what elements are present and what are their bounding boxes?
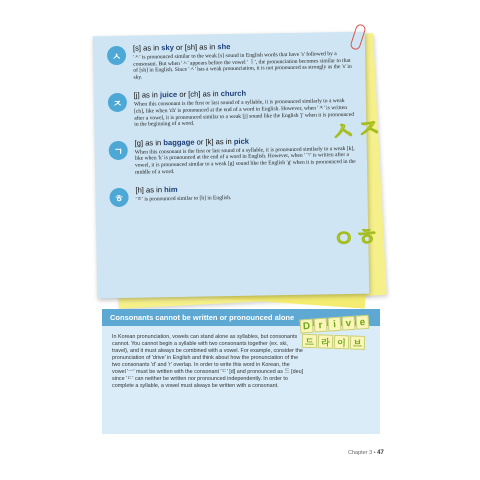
- letter-badge: ㄱ: [109, 141, 128, 160]
- entry-s: [107, 40, 356, 82]
- korean-tiles: [302, 334, 374, 351]
- letter-badge: ㅈ: [108, 93, 127, 112]
- entry-h: [109, 182, 357, 207]
- chapter-label: Chapter 3 •: [348, 450, 376, 456]
- consonant-card: [93, 32, 370, 299]
- entry-description: When this consonant is the first or last sound of a syllable, it is pronounced similarly to a weak [k], like when 'k' is pronounced at the end of a word in English. However, when 'ㄱ' is written after a vowel, it is pronounced similar to a weak [g] sound like the English 'g' when it is pronounced in the middle of a word.: [134, 145, 356, 176]
- entry-g: [109, 135, 358, 177]
- entry-heading: [g] as in baggage or [k] as in pick: [134, 136, 250, 148]
- page-number: 47: [377, 450, 384, 456]
- decorative-korean-sj: ㅅㅈ: [328, 113, 384, 149]
- letter-badge: ㅅ: [107, 46, 126, 65]
- tile: 이: [334, 335, 349, 350]
- entry-description: When this consonant is the first or last sound of a syllable, it is pronounced similarly to a weak [ch], like when 'ch' is pronounced at the end of a word in English. However, when 'ㅈ' is written after a vowel, it is pronounced similar to a weak [j] sound like the English 'j' when it is pronounced in the beginning of a word.: [133, 98, 355, 128]
- drive-illustration: [300, 317, 374, 349]
- tile: i: [328, 317, 342, 332]
- tile: 브: [350, 335, 365, 350]
- letter-badge: ㅎ: [109, 188, 128, 207]
- tile: r: [314, 318, 328, 333]
- entry-j: [108, 87, 357, 129]
- tile: D: [300, 319, 314, 334]
- latin-tiles: [300, 314, 375, 333]
- entry-heading: [j] as in juice or [ch] as in church: [133, 89, 247, 101]
- tile: 드: [302, 334, 317, 349]
- page-footer: [348, 450, 384, 456]
- entry-description: 'ㅎ' is pronounced similar to [h] in English.: [135, 195, 232, 203]
- tile: 라: [318, 334, 333, 349]
- decorative-korean-eung: ㅇㅎ: [331, 222, 380, 254]
- entry-heading: [h] as in him: [135, 185, 178, 195]
- tile: e: [355, 315, 369, 330]
- tip-text: In Korean pronunciation, vowels can stand alone as syllables, but consonants cannot. You cannot begin a syllable with two consonants together (ex. ski, travel), and it must always be combined with a vowel. For example, consider the pronunciation of 'drive' in English and think about how the pronunciation of the two consonants 'd' and 'r' overlap. In order to write this word in Korean, the vowel 'ㅡ' must be written with the consonant 'ㄷ' [d] and pronounced as 드 [deu] since 'ㄷ' can neither be written nor pronounced independently. In order to complete a syllable, a vowel must always be written with a consonant.: [112, 334, 304, 389]
- entry-heading: [s] as in sky or [sh] as in she: [132, 41, 231, 53]
- tip-title: Consonants cannot be written or pronounced alone: [110, 313, 295, 322]
- tile: v: [341, 316, 355, 331]
- entry-description: 'ㅅ' is pronounced similar to the weak [s] sound in English words that have 's' followed by a consonant. But when 'ㅅ' appears before the vowel ' ㅣ', the pronunciation becomes similar to that of [sh] in English. Since 'ㅅ' has a weak pronunciation, it is not pronounced as strongly as the 's' in sky.: [133, 51, 352, 81]
